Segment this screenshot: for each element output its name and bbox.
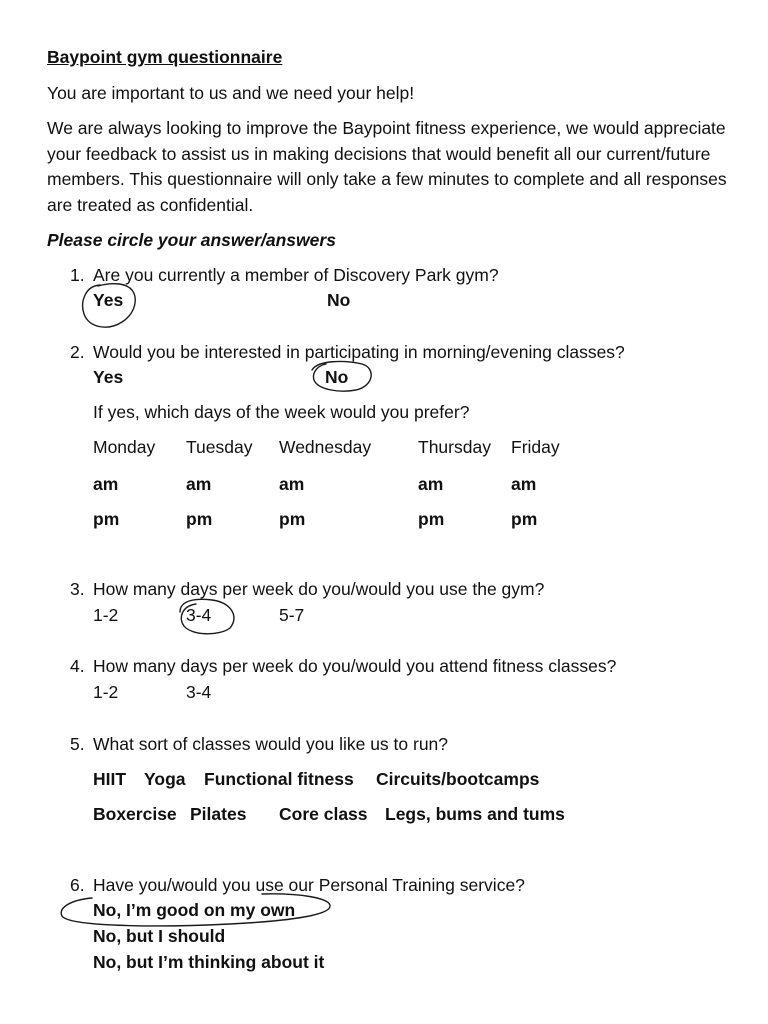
question-number: 6. [70, 875, 85, 895]
question-text: Have you/would you use our Personal Training service? [93, 875, 525, 895]
day-thursday: Thursday [418, 437, 491, 457]
question-text: Would you be interested in participating in morning/evening classes? [93, 342, 625, 362]
page-title: Baypoint gym questionnaire [47, 47, 283, 67]
option-am-wednesday[interactable]: am [279, 474, 305, 494]
day-monday: Monday [93, 437, 156, 457]
day-wednesday: Wednesday [279, 437, 372, 457]
question-text: How many days per week do you/would you use the gym? [93, 579, 545, 599]
question-text: What sort of classes would you like us to run? [93, 734, 449, 754]
question-number: 4. [70, 656, 85, 676]
option-1-2[interactable]: 1-2 [93, 682, 119, 702]
day-friday: Friday [511, 437, 560, 457]
option-no[interactable]: No [327, 290, 351, 310]
option-but-i-should[interactable]: No, but I should [93, 926, 226, 946]
instruction: Please circle your answer/answers [47, 230, 336, 250]
option-am-friday[interactable]: am [511, 474, 537, 494]
option-pm-tuesday[interactable]: pm [186, 509, 213, 529]
question-number: 2. [70, 342, 85, 362]
option-3-4[interactable]: 3-4 [186, 605, 212, 625]
option-yoga[interactable]: Yoga [144, 769, 186, 789]
followup-text: If yes, which days of the week would you prefer? [93, 402, 470, 422]
option-boxercise[interactable]: Boxercise [93, 804, 177, 824]
option-1-2[interactable]: 1-2 [93, 605, 119, 625]
option-am-monday[interactable]: am [93, 474, 119, 494]
option-am-tuesday[interactable]: am [186, 474, 212, 494]
option-thinking-about-it[interactable]: No, but I’m thinking about it [93, 952, 325, 972]
question-number: 1. [70, 265, 85, 285]
option-pm-friday[interactable]: pm [511, 509, 538, 529]
option-yes[interactable]: Yes [93, 290, 124, 310]
option-5-7[interactable]: 5-7 [279, 605, 305, 625]
option-pm-monday[interactable]: pm [93, 509, 120, 529]
day-tuesday: Tuesday [186, 437, 253, 457]
question-number: 5. [70, 734, 85, 754]
option-legs-bums-tums[interactable]: Legs, bums and tums [385, 804, 565, 824]
question-number: 3. [70, 579, 85, 599]
intro-line: You are important to us and we need your help! [47, 83, 415, 103]
option-am-thursday[interactable]: am [418, 474, 444, 494]
option-hiit[interactable]: HIIT [93, 769, 127, 789]
option-pilates[interactable]: Pilates [190, 804, 247, 824]
option-functional-fitness[interactable]: Functional fitness [204, 769, 354, 789]
option-good-on-my-own[interactable]: No, I’m good on my own [93, 900, 296, 920]
option-no[interactable]: No [325, 367, 349, 387]
option-pm-wednesday[interactable]: pm [279, 509, 306, 529]
option-core-class[interactable]: Core class [279, 804, 368, 824]
question-text: Are you currently a member of Discovery Park gym? [93, 265, 499, 285]
option-3-4[interactable]: 3-4 [186, 682, 212, 702]
question-text: How many days per week do you/would you attend fitness classes? [93, 656, 617, 676]
option-pm-thursday[interactable]: pm [418, 509, 445, 529]
option-yes[interactable]: Yes [93, 367, 124, 387]
option-circuits-bootcamps[interactable]: Circuits/bootcamps [376, 769, 540, 789]
intro-paragraph: We are always looking to improve the Baypoint fitness experience, we would appreciate your feedback to assist us in making decisions that would benefit all our current/future members. This questionnaire will only take a few minutes to complete and all responses are treated as confidential. [47, 118, 727, 215]
